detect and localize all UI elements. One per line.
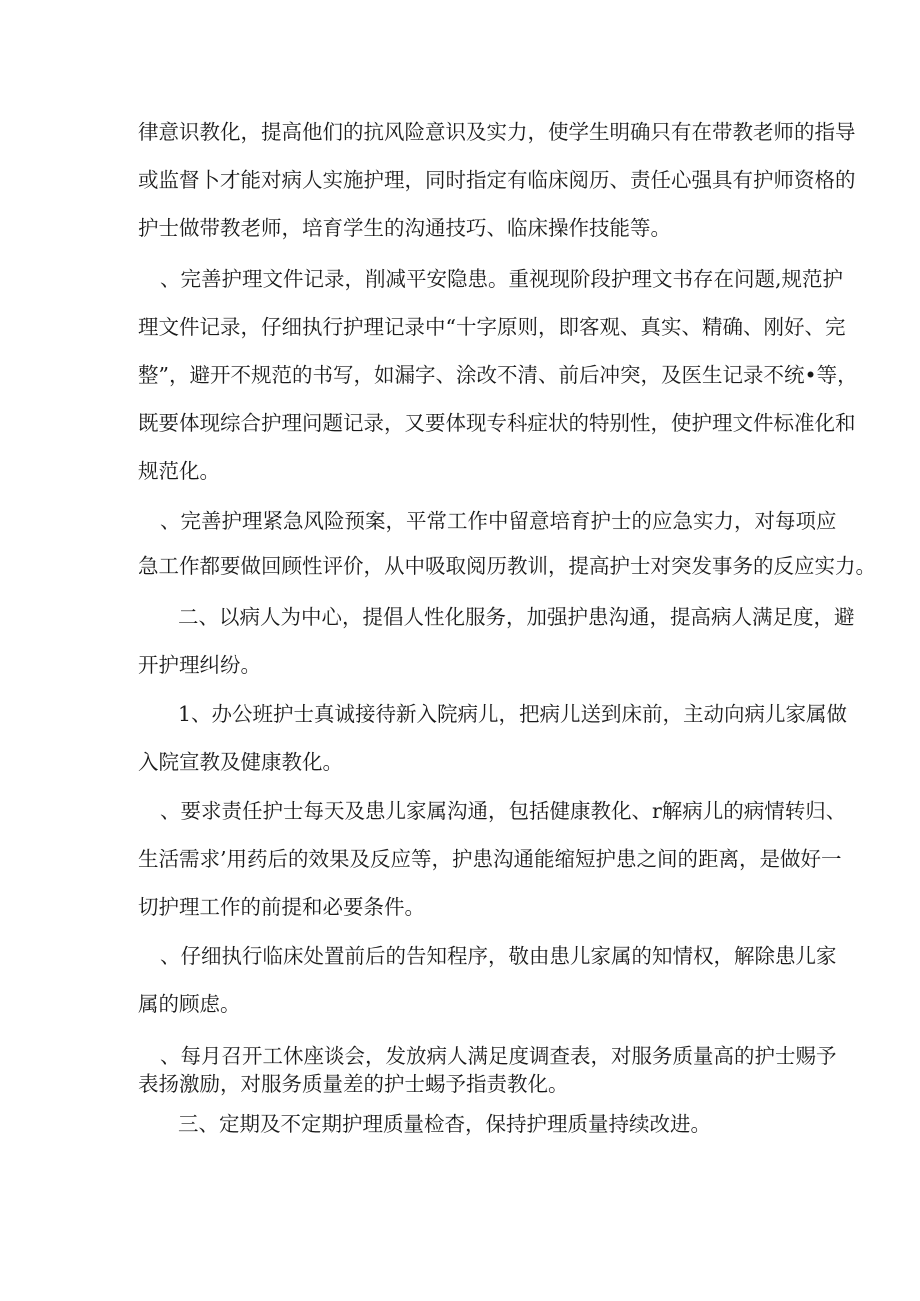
paragraph-2-line-3: 整”，避开不规范的书写，如漏字、涂改不清、前后冲突，及医生记录不统•等， xyxy=(138,363,858,387)
paragraph-7-line-2: 属的顾虑。 xyxy=(138,992,241,1016)
paragraph-7-line-1: 、仔细执行临床处置前后的告知程序，敬由患儿家属的知情权，解除患儿家 xyxy=(160,944,837,968)
paragraph-2-line-1: 、完善护理文件记录，削减平安隐患。重视现阶段护理文书存在问题,规范护 xyxy=(160,267,844,291)
paragraph-3-line-1: 、完善护理紧急风险预案，平常工作中留意培育护士的应急实力，对每项应 xyxy=(160,509,837,533)
paragraph-3-line-2: 急工作都要做回顾性评价，从中吸取阅历教训，提高护士对突发事务的反应实力。 xyxy=(138,554,876,578)
paragraph-5-line-2: 入院宣教及健康教化。 xyxy=(138,750,343,774)
paragraph-1-line-2: 或监督卜才能对病人实施护理，同时指定有临床阅历、责任心强具有护师资格的 xyxy=(138,168,856,192)
paragraph-1-line-1: 律意识教化，提高他们的抗风险意识及实力，使学生明确只有在带教老师的指导 xyxy=(138,120,856,144)
paragraph-9-line-1: 三、定期及不定期护理质量检杳，保持护理质量持续改进。 xyxy=(178,1112,711,1136)
paragraph-2-line-2: 理文件记录，仔细执行护理记录中“十字原则，即客观、真实、精确、刚好、完 xyxy=(138,315,846,339)
paragraph-4-line-2: 开护理纠纷。 xyxy=(138,653,261,677)
paragraph-5-line-1: 1、办公班护士真诚接待新入院病儿，把病儿送到床前，主动向病儿家属做 xyxy=(178,702,848,726)
paragraph-8-line-1: 、每月召开工休座谈会，发放病人满足度调查表，对服务质量高的护士赐予 xyxy=(160,1044,837,1068)
paragraph-2-line-4: 既要体现综合护理问题记录，又要体现专科症状的特别性，使护理文件标准化和 xyxy=(138,411,856,435)
paragraph-2-line-5: 规范化。 xyxy=(138,459,220,483)
paragraph-8-line-2: 表扬激励，对服务质量差的护士蜴予指责教化。 xyxy=(138,1072,569,1096)
paragraph-1-line-3: 护士做带教老师，培育学生的沟通技巧、临床操作技能等。 xyxy=(138,216,671,240)
paragraph-4-line-1: 二、以病人为中心，提倡人性化服务，加强护患沟通，提高病人满足度，避 xyxy=(178,605,855,629)
paragraph-6-line-2: 生活需求’用药后的效果及反应等，护患沟通能缩短护患之间的距离，是做好一 xyxy=(138,847,842,871)
paragraph-6-line-1: 、要求责任护士每天及患儿家属沟通，包括健康教化、r解病儿的病情转归、 xyxy=(160,799,847,823)
paragraph-6-line-3: 切护理工作的前提和必要条件。 xyxy=(138,895,425,919)
